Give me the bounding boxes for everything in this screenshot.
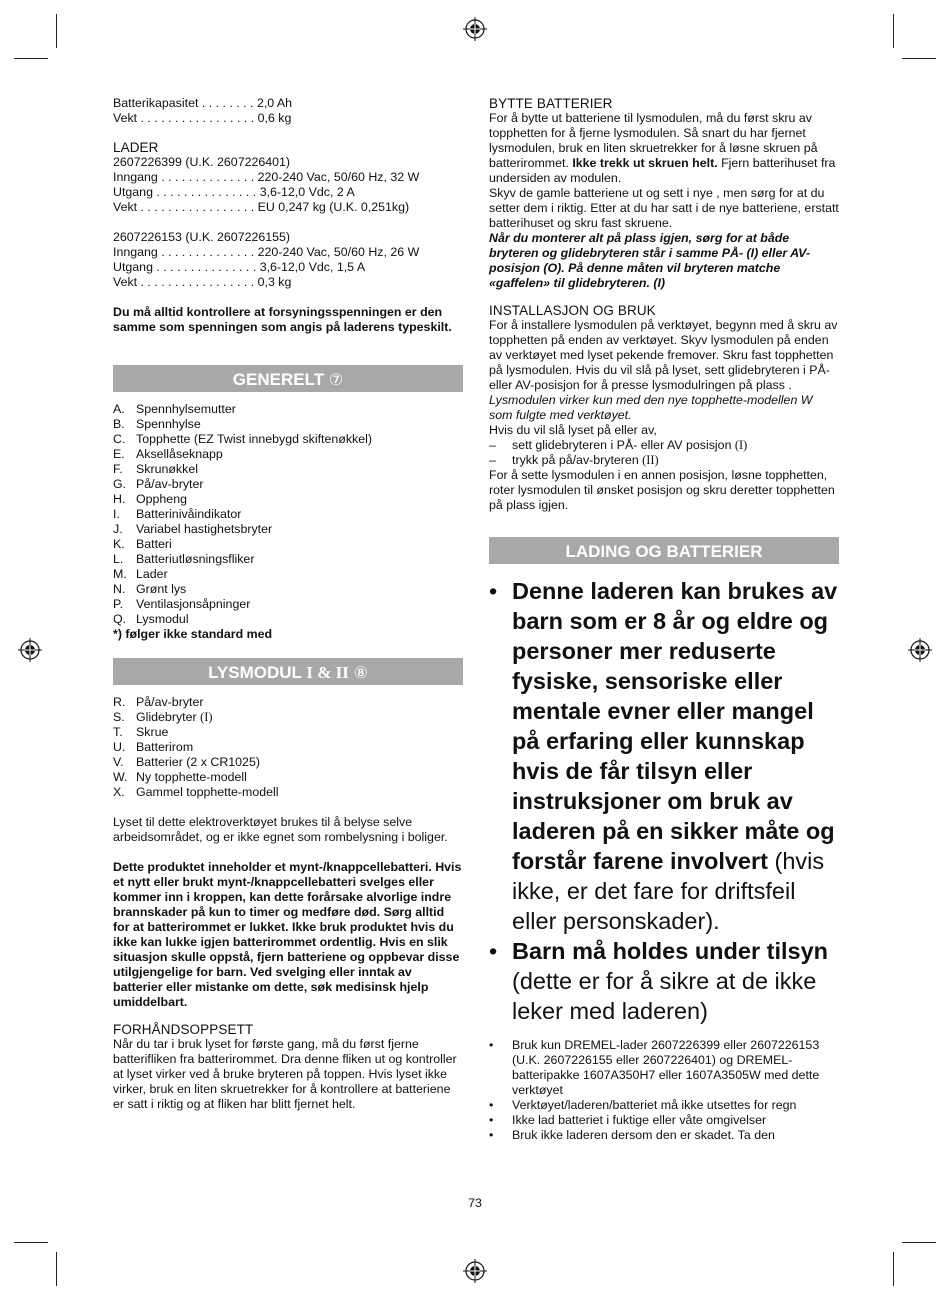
section-banner-lysmodul: LYSMODUL I & II ⑧: [113, 658, 463, 685]
section-banner-generelt: GENERELT ⑦: [113, 365, 463, 392]
registration-mark-icon: [18, 638, 42, 662]
list-item: T. Skrue: [113, 725, 169, 739]
page-number: 73: [468, 1196, 482, 1210]
registration-mark-icon: [908, 638, 932, 662]
section-banner-lading: LADING OG BATTERIER: [489, 537, 839, 564]
figure-number: ⑧: [353, 665, 368, 682]
crop-mark: [902, 58, 936, 59]
generelt-list: [113, 402, 463, 642]
bullet-item: • Bruk ikke laderen dersom den er skadet. Ta den: [489, 1128, 775, 1142]
lyset-paragraph: Lyset til dette elektroverktøyet brukes til å belyse selve arbeidsområdet, og er ikke egnet som rombelysning i boliger.: [113, 815, 448, 844]
list-item: K. Batteri: [113, 537, 172, 551]
spec-row: Utgang . . . . . . . . . . . . . . . 3,6-12,0 Vdc, 2 A: [113, 185, 355, 199]
list-item: G. På/av-bryter: [113, 477, 204, 491]
registration-mark-icon: [463, 1259, 487, 1283]
big-bullet-item: • Barn må holdes under tilsyn (dette er for å sikre at de ikke leker med laderen): [489, 938, 829, 1024]
bytte-paragraph-2: Skyv de gamle batteriene ut og sett i nye , men sørg for at du setter dem i riktig. Etter at du har satt i de nye batteriene, erstatt batterihuset og skru fast skruene.: [489, 186, 839, 230]
list-item: J. Variabel hastighetsbryter: [113, 522, 273, 536]
dash-item: – trykk på på/av-bryteren (II): [489, 453, 659, 467]
crop-mark: [14, 58, 48, 59]
list-item: V. Batterier (2 x CR1025): [113, 755, 260, 769]
big-bullet-item: • Denne laderen kan brukes av barn som er 8 år og eldre og personer mer reduserte fysiske, sensoriske eller mentale evner eller mangel på erfaring eller kunnskap hvis de får tilsyn eller instruksjoner om bruk av laderen på en sikker måte og forstår farene involvert (hvis ikke, er det fare for driftsfeil eller personskader).: [489, 578, 838, 934]
list-item: B. Spennhylse: [113, 417, 201, 431]
spec-row: Vekt . . . . . . . . . . . . . . . . . 0,6 kg: [113, 111, 292, 125]
crop-mark: [14, 1242, 48, 1243]
list-item: R. På/av-bryter: [113, 695, 204, 709]
section-heading-lader: LADER: [113, 140, 159, 155]
figure-number: ⑦: [328, 372, 344, 389]
spec-row: Utgang . . . . . . . . . . . . . . . 3,6-12,0 Vdc, 1,5 A: [113, 260, 366, 274]
crop-mark: [56, 14, 57, 48]
bullet-item: • Bruk kun DREMEL-lader 2607226399 eller 2607226153 (U.K. 2607226155 eller 2607226401) og DREMEL-batteripakke 1607A350H7 eller 1607A3505W med dette verktøyet: [489, 1038, 820, 1097]
lader-model: 2607226399 (U.K. 2607226401): [113, 155, 291, 169]
lysmodul-list: [113, 695, 463, 800]
right-column: [489, 96, 839, 1143]
list-item: W. Ny topphette-modell: [113, 770, 247, 784]
list-item: N. Grønt lys: [113, 582, 187, 596]
registration-mark-icon: [463, 17, 487, 41]
bytte-paragraph-3: Når du monterer alt på plass igjen, sørg for at både bryteren og glidebryteren står i samme PÅ- (I) eller AV-posisjon (O). På denne måten vil bryteren matche «gaffelen» til glidebryteren. (I): [489, 231, 811, 290]
forhandsoppsett-paragraph: Når du tar i bruk lyset for første gang, må du først fjerne batterifliken fra batterirommet. Dra denne fliken ut og kontroller at lyset virker ved å bruke bryteren på toppen. Hvis lyset ikke virker, bruk en liten skruetrekker for å kontrollere at batteriene er satt i riktig og at fliken har blitt fjernet helt.: [113, 1037, 457, 1111]
list-item: M. Lader: [113, 567, 168, 581]
left-column: [113, 96, 463, 1112]
list-item: F. Skrunøkkel: [113, 462, 198, 476]
crop-mark: [893, 14, 894, 48]
crop-mark: [56, 1252, 57, 1286]
install-paragraph-3: For å sette lysmodulen i en annen posisjon, løsne topphetten, roter lysmodulen til ønsket posisjon og skru deretter topphetten på plass igjen.: [489, 468, 835, 512]
bullet-item: • Ikke lad batteriet i fuktige eller våte omgivelser: [489, 1113, 767, 1127]
battery-warning: Dette produktet inneholder et mynt-/knappcellebatteri. Hvis et nytt eller brukt mynt-/knappcellebatteri svelges eller kommer inn i kroppen, kan dette forårsake alvorlige indre brannskader på kun to timer og medføre død. Sørg alltid for at batterirommet er lukket. Ikke bruk produktet hvis du ikke kan lukke igjen batterirommet ordentlig. Hvis en slik situasjon skulle oppstå, fjern batteriene og oppbevar disse utilgjengelige for barn. Ved svelging eller inntak av batterier eller mistanke om dette, søk medisinsk hjelp umiddelbart.: [113, 860, 462, 1009]
dash-item: – sett glidebryteren i PÅ- eller AV posisjon (I): [489, 438, 748, 452]
section-heading-installasjon: INSTALLASJON OG BRUK: [489, 303, 656, 318]
list-item: S. Glidebryter (I): [113, 710, 213, 724]
spec-row: Vekt . . . . . . . . . . . . . . . . . 0,3 kg: [113, 275, 292, 289]
spec-row: Batterikapasitet . . . . . . . . 2,0 Ah: [113, 96, 293, 110]
spec-row: Inngang . . . . . . . . . . . . . . 220-240 Vac, 50/60 Hz, 32 W: [113, 170, 420, 184]
section-heading-bytte-batterier: BYTTE BATTERIER: [489, 96, 613, 111]
list-item: P. Ventilasjonsåpninger: [113, 597, 251, 611]
list-item: X. Gammel topphette-modell: [113, 785, 279, 799]
list-item: H. Oppheng: [113, 492, 187, 506]
footnote: *) følger ikke standard med: [113, 627, 273, 641]
voltage-notice: Du må alltid kontrollere at forsyningsspenningen er den samme som spenningen som angis på laderens typeskilt.: [113, 305, 452, 334]
install-paragraph-2: Hvis du vil slå lyset på eller av,: [489, 423, 657, 437]
bullet-item: • Verktøyet/laderen/batteriet må ikke utsettes for regn: [489, 1098, 797, 1112]
list-item: C. Topphette (EZ Twist innebygd skiftenøkkel): [113, 432, 372, 446]
list-item: L. Batteriutløsningsfliker: [113, 552, 255, 566]
list-item: A. Spennhylsemutter: [113, 402, 236, 416]
crop-mark: [893, 1252, 894, 1286]
lader-model: 2607226153 (U.K. 2607226155): [113, 230, 291, 244]
bytte-paragraph-1: For å bytte ut batteriene til lysmodulen, må du først skru av topphetten for å fjerne lysmodulen. Så snart du har fjernet lysmodulen, bruk en liten skruetrekker for å løsne skruen på batterirommet. Ikke trekk ut skruen helt. Fjern batterihuset fra undersiden av modulen.: [489, 111, 836, 185]
section-heading-forhandsoppsett: FORHÅNDSOPPSETT: [113, 1022, 254, 1037]
list-item: Q. Lysmodul: [113, 612, 189, 626]
spec-row: Inngang . . . . . . . . . . . . . . 220-240 Vac, 50/60 Hz, 26 W: [113, 245, 420, 259]
install-paragraph-1: For å installere lysmodulen på verktøyet, begynn med å skru av topphetten på enden av verktøyet. Skyv lysmodulen på enden av verktøyet med lyset pekende fremover. Skru fast topphetten på lysmodulen. Hvis du vil slå på lyset, sett glidebryteren i PÅ- eller AV-posisjon for å presse lysmodulringen på plass . Lysmodulen virker kun med den nye topphette-modellen W som fulgte med verktøyet.: [489, 318, 838, 422]
list-item: U. Batterirom: [113, 740, 194, 754]
list-item: E. Aksellåseknapp: [113, 447, 223, 461]
list-item: I. Batterinivåindikator: [113, 507, 242, 521]
crop-mark: [902, 1242, 936, 1243]
spec-row: Vekt . . . . . . . . . . . . . . . . . EU 0,247 kg (U.K. 0,251kg): [113, 200, 410, 214]
